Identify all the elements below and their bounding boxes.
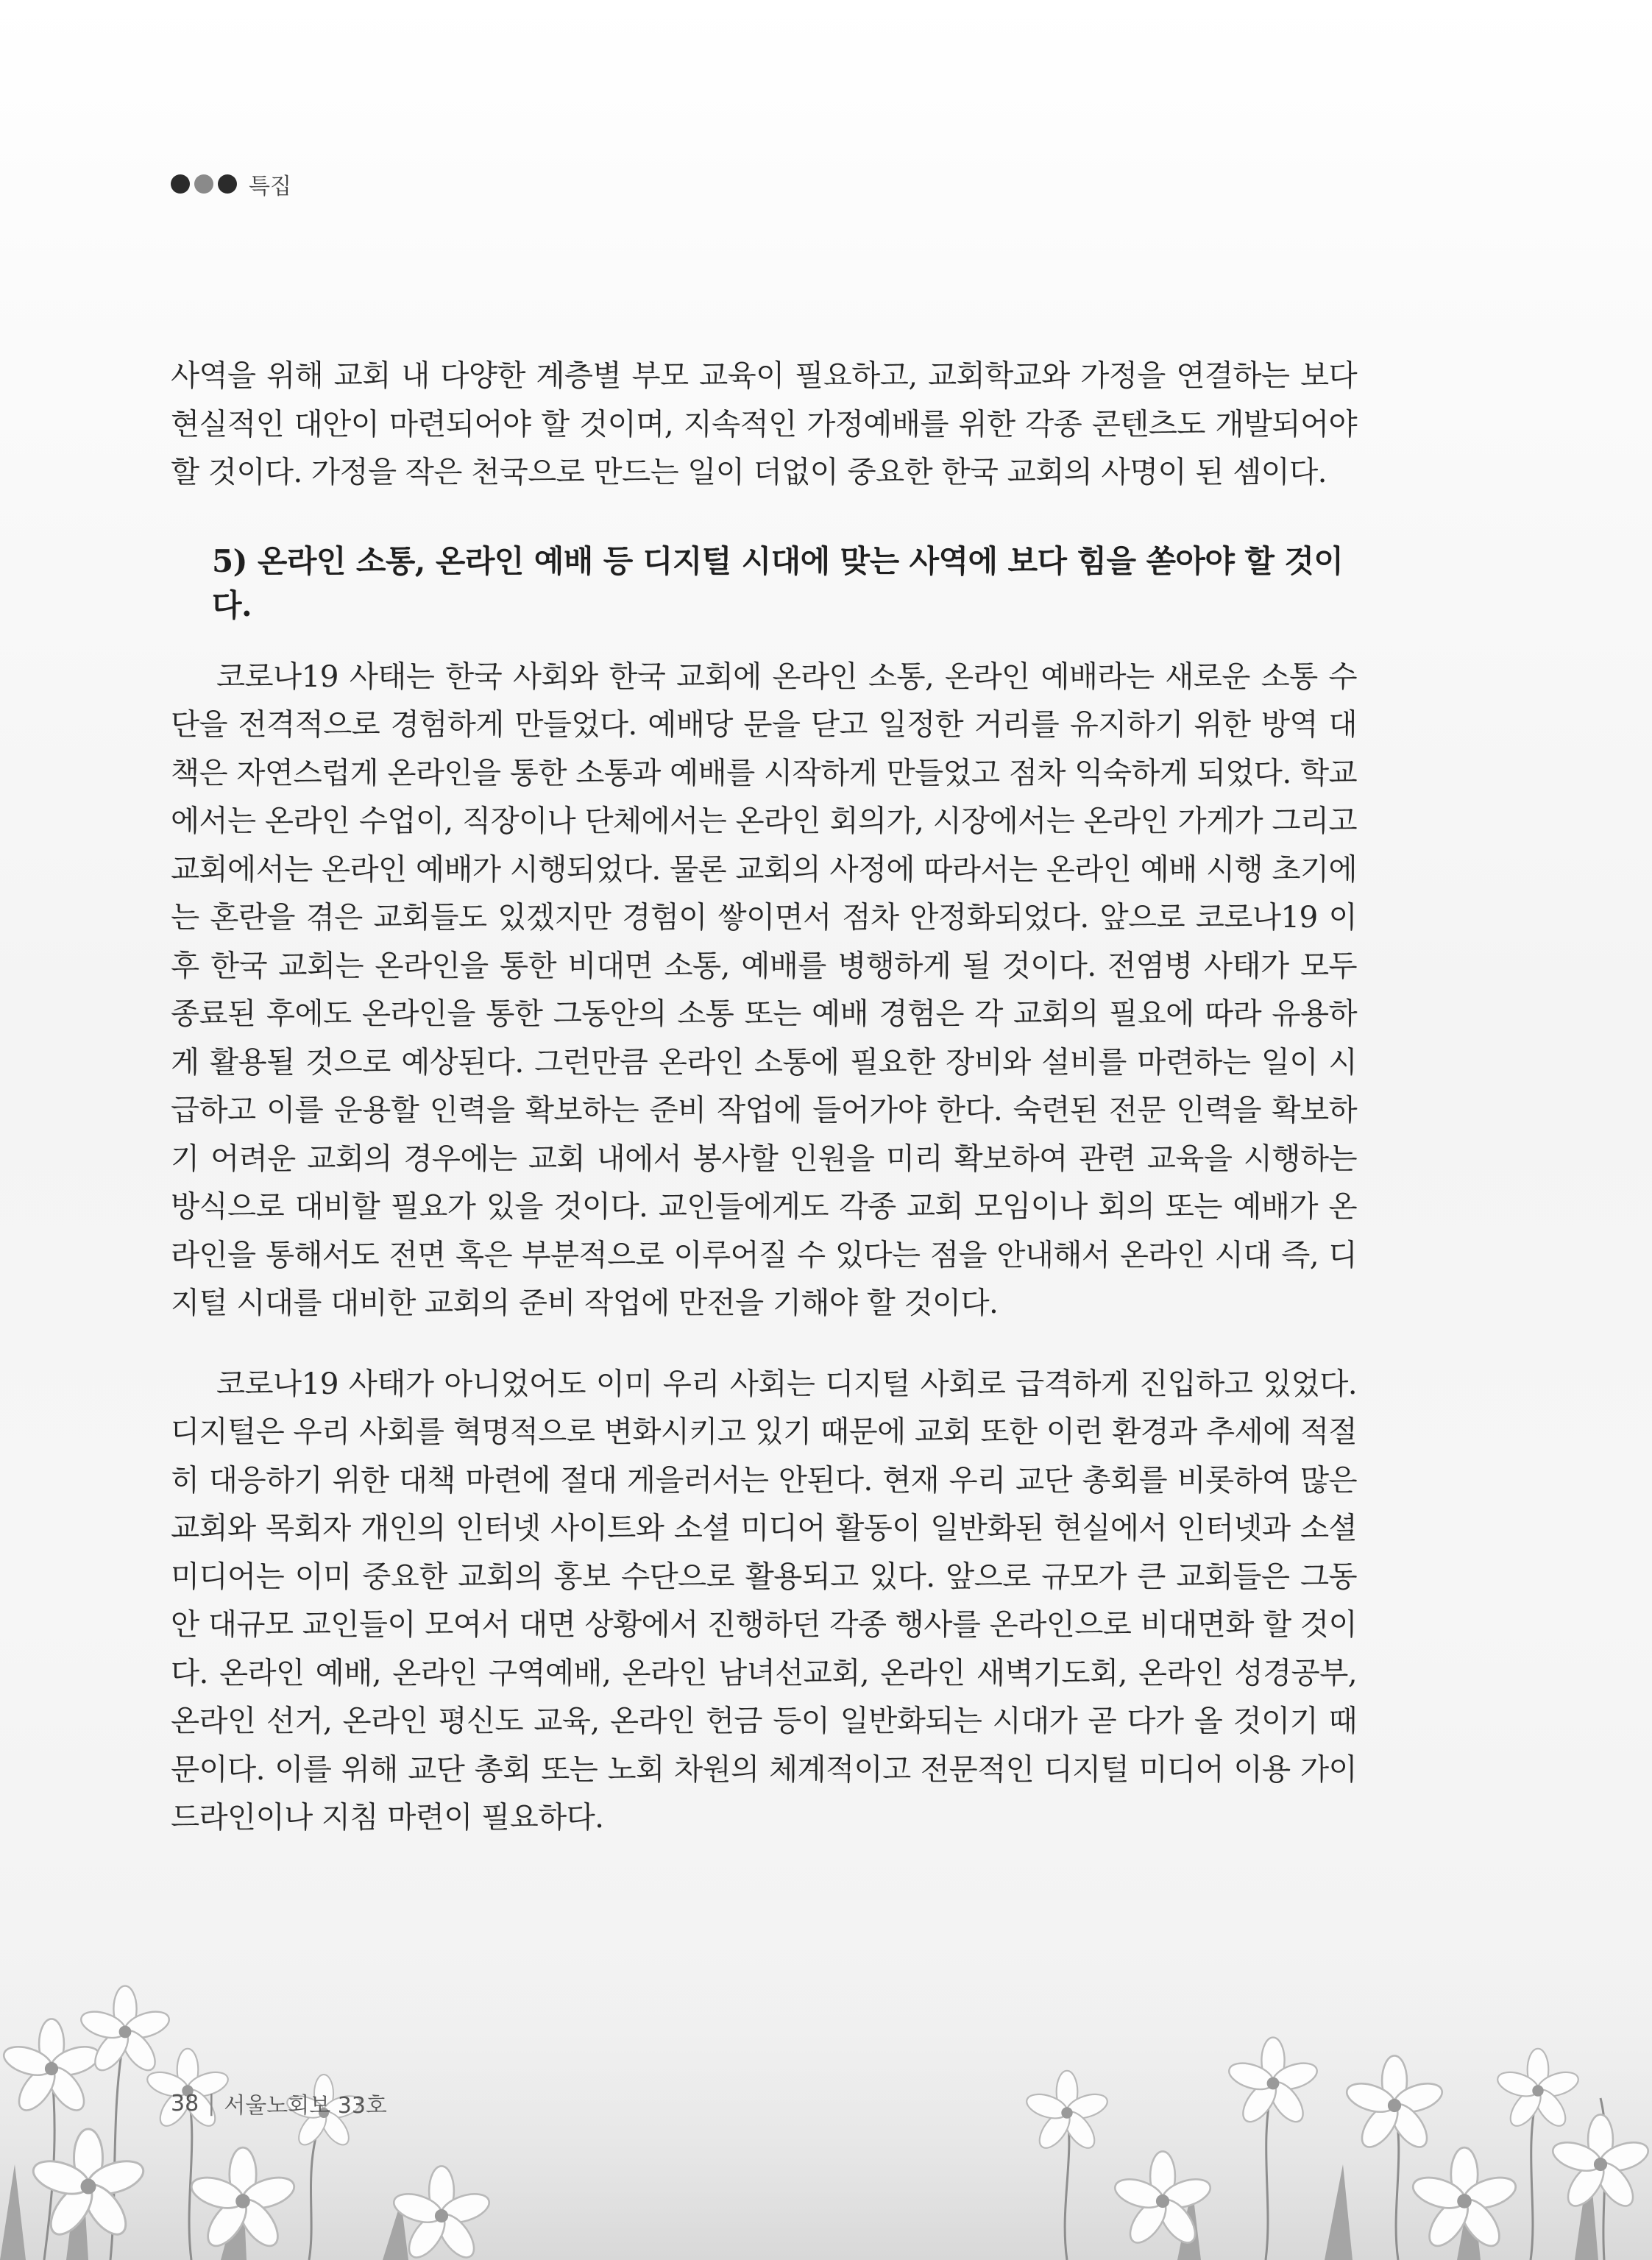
page-footer (171, 2087, 387, 2119)
section-subheading: 5) 온라인 소통, 온라인 예배 등 디지털 시대에 맞는 사역에 보다 힘을 쏟아야 할 것이다. (212, 542, 1344, 623)
article-body (171, 352, 1357, 1842)
paragraph-3: 코로나19 사태가 아니었어도 이미 우리 사회는 디지털 사회로 급격하게 진입하고 있었다. 디지털은 우리 사회를 혁명적으로 변화시키고 있기 때문에 교회 또한 이런 환경과 추세에 적절히 대응하기 위한 대책 마련에 절대 게을러서는 안된다. 현재 우리 교단 총회를 비롯하여 많은 교회와 목회자 개인의 인터넷 사이트와 소셜 미디어 활동이 일반화된 현실에서 인터넷과 소셜 미디어는 이미 중요한 교회의 홍보 수단으로 활용되고 있다. 앞으로 규모가 큰 교회들은 그동안 대규모 교인들이 모여서 대면 상황에서 진행하던 각종 행사를 온라인으로 비대면화 할 것이다. 온라인 예배, 온라인 구역예배, 온라인 남녀선교회, 온라인 새벽기도회, 온라인 성경공부, 온라인 선거, 온라인 평신도 교육, 온라인 헌금 등이 일반화되는 시대가 곧 다가 올 것이기 때문이다. 이를 위해 교단 총회 또는 노회 차원의 체계적이고 전문적인 디지털 미디어 이용 가이드라인이나 지침 마련이 필요하다. (171, 1365, 1357, 1835)
section-label: 특집 (249, 174, 291, 199)
page-number: 38 (171, 2090, 199, 2116)
paragraph-1: 사역을 위해 교회 내 다양한 계층별 부모 교육이 필요하고, 교회학교와 가정을 연결하는 보다 현실적인 대안이 마련되어야 할 것이며, 지속적인 가정예배를 위한 각종 콘텐츠도 개발되어야 할 것이다. 가정을 작은 천국으로 만드는 일이 더없이 중요한 한국 교회의 사명이 된 셈이다. (171, 358, 1357, 489)
publication-title: 서울노회보 33호 (224, 2093, 387, 2119)
header-dot-2-icon (194, 174, 213, 194)
header-dot-1-icon (171, 174, 190, 194)
header-dot-3-icon (218, 174, 237, 194)
footer-separator: | (208, 2090, 216, 2116)
paragraph-2: 코로나19 사태는 한국 사회와 한국 교회에 온라인 소통, 온라인 예배라는 새로운 소통 수단을 전격적으로 경험하게 만들었다. 예배당 문을 닫고 일정한 거리를 유지하기 위한 방역 대책은 자연스럽게 온라인을 통한 소통과 예배를 시작하게 만들었고 점차 익숙하게 되었다. 학교에서는 온라인 수업이, 직장이나 단체에서는 온라인 회의가, 시장에서는 온라인 가게가 그리고 교회에서는 온라인 예배가 시행되었다. 물론 교회의 사정에 따라서는 온라인 예배 시행 초기에는 혼란을 겪은 교회들도 있겠지만 경험이 쌓이면서 점차 안정화되었다. 앞으로 코로나19 이후 한국 교회는 온라인을 통한 비대면 소통, 예배를 병행하게 될 것이다. 전염병 사태가 모두 종료된 후에도 온라인을 통한 그동안의 소통 또는 예배 경험은 각 교회의 필요에 따라 유용하게 활용될 것으로 예상된다. 그런만큼 온라인 소통에 필요한 장비와 설비를 마련하는 일이 시급하고 이를 운용할 인력을 확보하는 준비 작업에 들어가야 한다. 숙련된 전문 인력을 확보하기 어려운 교회의 경우에는 교회 내에서 봉사할 인원을 미리 확보하여 관련 교육을 시행하는 방식으로 대비할 필요가 있을 것이다. 교인들에게도 각종 교회 모임이나 회의 또는 예배가 온라인을 통해서도 전면 혹은 부분적으로 이루어질 수 있다는 점을 안내해서 온라인 시대 즉, 디지털 시대를 대비한 교회의 준비 작업에 만전을 기해야 할 것이다. (171, 658, 1357, 1320)
section-header (171, 166, 291, 202)
